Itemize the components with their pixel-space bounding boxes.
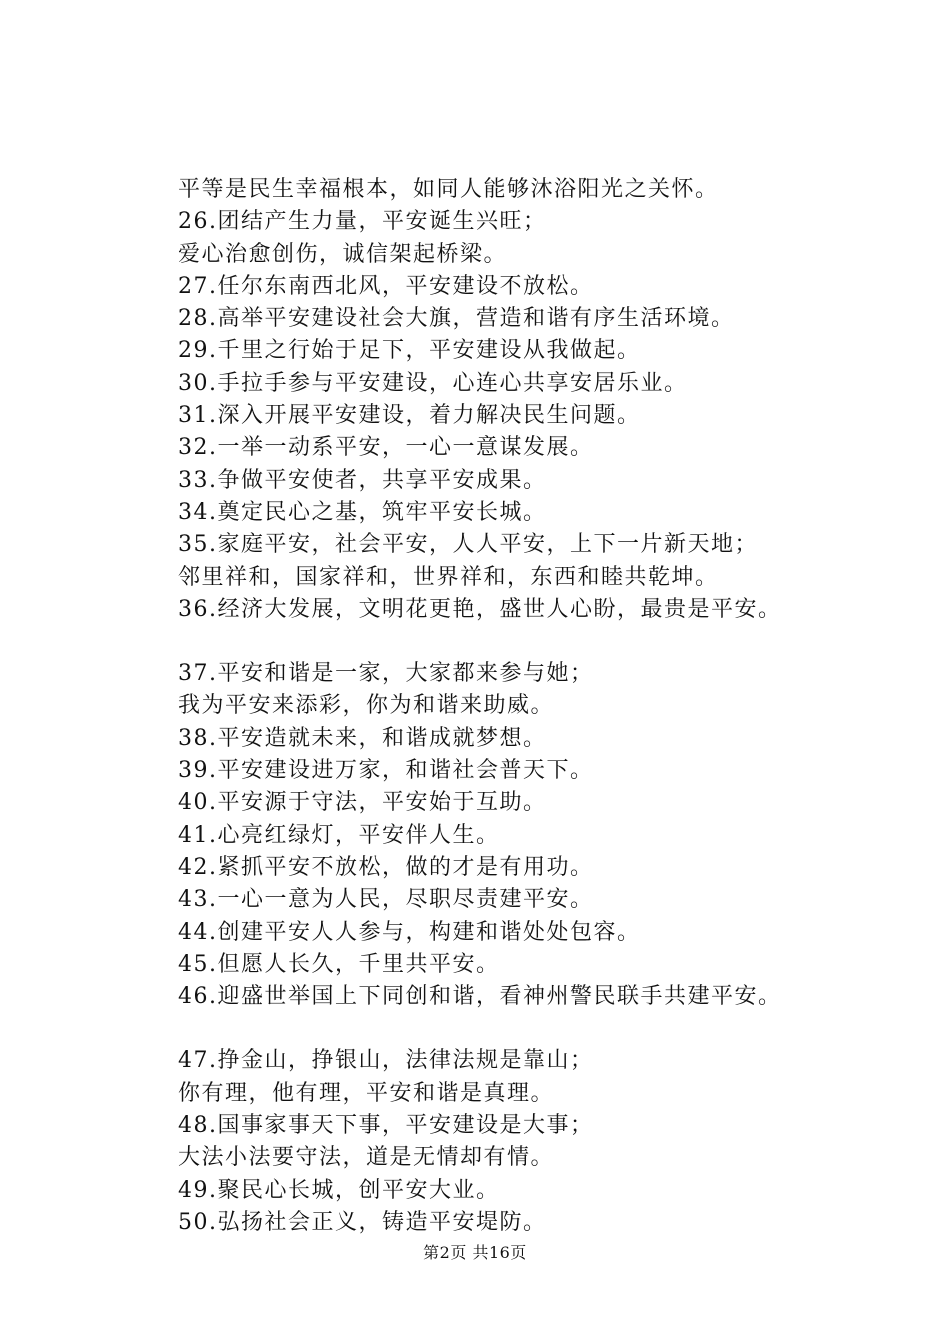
text-line: 26.团结产生力量，平安诞生兴旺； [178, 209, 547, 235]
text-line: 45.但愿人长久，千里共平安。 [178, 951, 500, 977]
text-line: 爱心治愈创伤，诚信架起桥梁。 [178, 241, 508, 267]
text-line: 36.经济大发展，文明花更艳，盛世人心盼，最贵是平安。 [178, 596, 782, 622]
text-line: 46.迎盛世举国上下同创和谐，看神州警民联手共建平安。 [178, 984, 782, 1010]
text-line: 我为平安来添彩，你为和谐来助威。 [178, 693, 555, 719]
text-line: 27.任尔东南西北风，平安建设不放松。 [178, 273, 594, 299]
text-line: 大法小法要守法，道是无情却有情。 [178, 1145, 555, 1171]
text-line: 40.平安源于守法，平安始于互助。 [178, 790, 547, 816]
text-line: 48.国事家事天下事，平安建设是大事； [178, 1113, 594, 1139]
text-line: 42.紧抓平安不放松，做的才是有用功。 [178, 854, 594, 880]
text-line: 47.挣金山，挣银山，法律法规是靠山； [178, 1048, 594, 1074]
text-line: 30.手拉手参与平安建设，心连心共享安居乐业。 [178, 370, 688, 396]
text-line: 39.平安建设进万家，和谐社会普天下。 [178, 758, 594, 784]
text-line: 邻里祥和，国家祥和，世界祥和，东西和睦共乾坤。 [178, 564, 719, 590]
text-line: 33.争做平安使者，共享平安成果。 [178, 467, 547, 493]
text-line: 你有理，他有理，平安和谐是真理。 [178, 1080, 555, 1106]
text-line: 43.一心一意为人民，尽职尽责建平安。 [178, 887, 594, 913]
text-line: 49.聚民心长城，创平安大业。 [178, 1177, 500, 1203]
text-line: 37.平安和谐是一家，大家都来参与她； [178, 661, 594, 687]
paragraph-gap [178, 1013, 858, 1045]
text-line: 32.一举一动系平安，一心一意谋发展。 [178, 435, 594, 461]
text-line: 31.深入开展平安建设，着力解决民生问题。 [178, 403, 641, 429]
page-number-footer: 第2页 共16页 [423, 1243, 527, 1262]
text-line: 平等是民生幸福根本，如同人能够沐浴阳光之关怀。 [178, 177, 719, 202]
slogan-list [178, 174, 858, 1239]
text-line: 50.弘扬社会正义，铸造平安堤防。 [178, 1209, 547, 1235]
text-line: 44.创建平安人人参与，构建和谐处处包容。 [178, 919, 641, 945]
text-line: 38.平安造就未来，和谐成就梦想。 [178, 725, 547, 751]
text-line: 35.家庭平安，社会平安，人人平安，上下一片新天地； [178, 532, 758, 558]
paragraph-gap [178, 626, 858, 658]
text-line: 28.高举平安建设社会大旗，营造和谐有序生活环境。 [178, 306, 735, 332]
text-line: 29.千里之行始于足下，平安建设从我做起。 [178, 338, 641, 364]
text-line: 41.心亮红绿灯，平安伴人生。 [178, 822, 500, 848]
text-line: 34.奠定民心之基，筑牢平安长城。 [178, 499, 547, 525]
